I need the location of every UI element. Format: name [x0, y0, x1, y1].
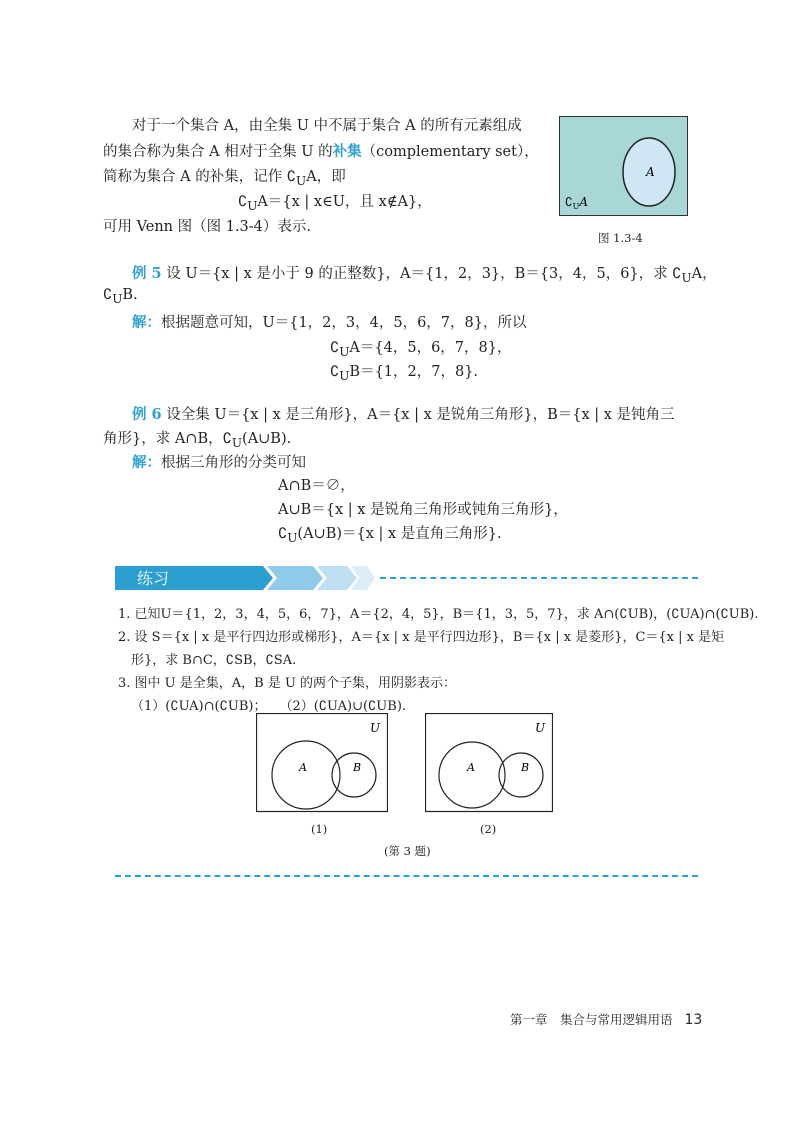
definition-line-2-english: （complementary set），	[361, 144, 539, 160]
page-number: 13	[684, 1012, 703, 1028]
example-6-text-b-end: (A∪B).	[242, 431, 292, 447]
venn-2-universe-rect	[426, 714, 553, 812]
complement-label-symbol: ∁	[565, 195, 573, 209]
set-a-label: A	[646, 165, 655, 179]
definition-line-3	[103, 165, 346, 188]
practice-item-2b: 形}，求 B∩C，∁SB，∁SA.	[131, 653, 297, 668]
example-5-solution-text: 根据题意可知，U＝{1，2，3，4，5，6，7，8}，所以	[161, 315, 527, 331]
practice-bottom-divider	[115, 875, 698, 877]
example-5-line-1	[132, 262, 717, 285]
practice-item-2a: 2. 设 S＝{x | x 是平行四边形或梯形}，A＝{x | x 是平行四边形}，B＝{x | x 是菱形}，C＝{x | x 是矩	[118, 630, 725, 645]
definition-line-5: 可用 Venn 图（图 1.3-4）表示.	[103, 219, 312, 235]
venn-2-caption: (2)	[480, 822, 497, 836]
practice-top-divider	[380, 577, 698, 579]
example-5-result-1-symbol: ∁	[330, 340, 340, 356]
venn-2-universe-label: U	[535, 721, 546, 735]
example-5-text-a: 设 U＝{x | x 是小于 9 的正整数}，A＝{1，2，3}，B＝{3，4，5，6}，求 ∁	[166, 266, 682, 282]
complement-formula-symbol: ∁	[238, 194, 248, 210]
definition-line-3-text: 简称为集合 A 的补集，记作 ∁	[103, 169, 297, 185]
example-6-result-2: A∪B＝{x | x 是锐角三角形或钝角三角形}，	[278, 502, 568, 518]
definition-line-3-sub: U	[296, 173, 307, 188]
footer-chapter: 第一章 集合与常用逻辑用语	[510, 1012, 673, 1027]
example-5-text-b-end: B.	[122, 287, 138, 303]
example-5-text-b-symbol: ∁	[103, 287, 113, 303]
complement-term: 补集	[332, 143, 362, 160]
complement-formula-sub: U	[247, 198, 258, 213]
venn-1-universe-rect	[257, 714, 388, 812]
practice-title: 练习	[137, 569, 170, 588]
example-6-result-3-sub: U	[287, 530, 298, 545]
venn-figure-1-3-4	[559, 116, 688, 216]
example-6-line-2	[103, 427, 291, 450]
example-5-text-a-end: A，	[691, 266, 717, 282]
practice-banner-arrow-1	[267, 566, 323, 590]
example-5-label: 例 5	[132, 265, 162, 282]
definition-line-1: 对于一个集合 A，由全集 U 中不属于集合 A 的所有元素组成	[132, 118, 522, 134]
example-5-solution	[132, 311, 526, 332]
definition-line-2-text: 的集合称为集合 A 相对于全集 U 的	[103, 144, 333, 160]
example-6-result-3	[278, 522, 502, 545]
example-6-label: 例 6	[132, 406, 162, 423]
practice-banner	[115, 566, 375, 590]
venn-1-set-a-label: A	[299, 761, 307, 774]
practice-item-1: 1. 已知U＝{1，2，3，4，5，6，7}，A＝{2，4，5}，B＝{1，3，5，7}，求 A∩(∁UB)，(∁UA)∩(∁UB).	[118, 607, 759, 622]
example-6-solution-text: 根据三角形的分类可知	[161, 455, 306, 471]
example-5-result-1-sub: U	[339, 344, 350, 359]
example-5-text-a-sub: U	[681, 270, 692, 285]
example-6-text-b-sub: U	[231, 435, 243, 450]
practice-item-3: 3. 图中 U 是全集，A，B 是 U 的两个子集，用阴影表示：	[118, 676, 457, 691]
venn-2-set-b-label: B	[521, 761, 530, 774]
example-5-solution-label: 解：	[132, 314, 161, 331]
example-5-result-2-sub: U	[339, 368, 350, 383]
example-6-solution-label: 解：	[132, 454, 161, 471]
complement-formula	[238, 190, 432, 213]
venn-1-universe-label: U	[370, 721, 381, 735]
example-6-result-3-body: (A∪B)＝{x | x 是直角三角形}.	[297, 526, 502, 542]
example-5-result-2-symbol: ∁	[330, 364, 340, 380]
complement-formula-body: A＝{x | x∈U，且 x∉A}，	[257, 194, 432, 210]
example-5-result-1-body: A＝{4，5，6，7，8}，	[349, 340, 512, 356]
page-footer	[510, 1010, 702, 1028]
venn-diagram-1	[256, 713, 388, 813]
venn-1-set-b-label: B	[353, 761, 362, 774]
example-6-line-1	[132, 403, 675, 424]
venn-1-caption: (1)	[311, 822, 328, 836]
example-6-result-1: A∩B＝∅，	[278, 478, 355, 494]
example-5-result-2-body: B＝{1，2，7，8}.	[349, 364, 479, 380]
venn-2-set-a-label: A	[467, 761, 475, 774]
example-5-line-2	[103, 287, 138, 306]
example-6-text-a: 设全集 U＝{x | x 是三角形}，A＝{x | x 是锐角三角形}，B＝{x | x 是钝角三	[166, 407, 675, 423]
complement-label-set: A	[579, 195, 589, 209]
complement-label-sub: U	[572, 202, 580, 211]
example-5-result-2	[330, 360, 478, 383]
example-6-text-b: 角形}，求 A∩B，∁	[103, 431, 232, 447]
figure-caption-1-3-4: 图 1.3-4	[598, 231, 643, 245]
practice-item-3-parts: （1）(∁UA)∩(∁UB)； （2）(∁UA)∪(∁UB).	[131, 699, 407, 714]
example-6-result-3-symbol: ∁	[278, 526, 288, 542]
definition-line-2	[103, 140, 539, 161]
example-5-result-1	[330, 336, 511, 359]
definition-line-3-end: A，即	[306, 169, 346, 185]
venn-diagram-2	[425, 713, 553, 813]
practice-figure-caption: (第 3 题)	[384, 844, 431, 858]
example-5-text-b-sub: U	[112, 291, 123, 306]
example-6-solution	[132, 451, 306, 472]
